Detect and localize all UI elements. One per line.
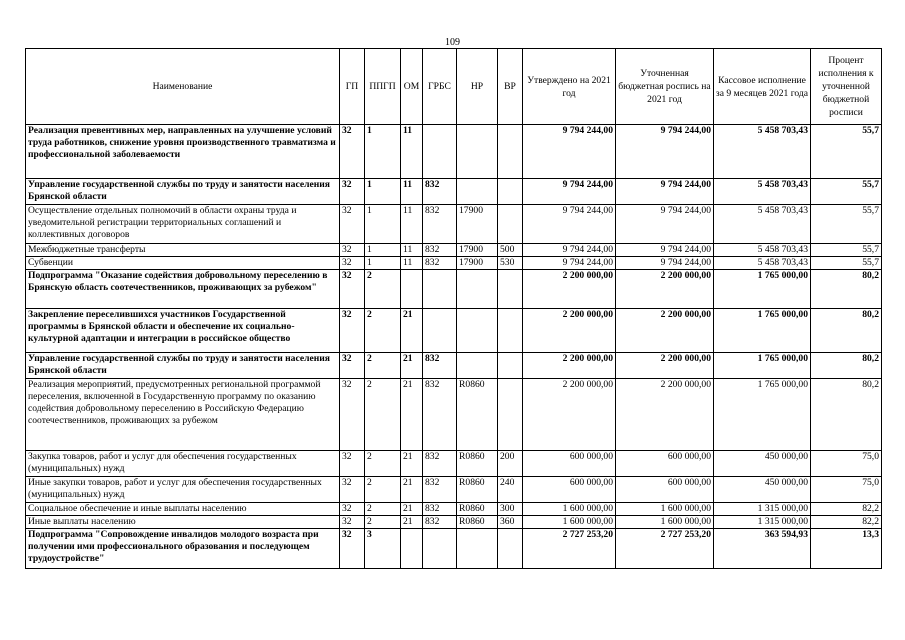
- cell-percent: 55,7: [811, 244, 882, 257]
- table-row: [26, 379, 882, 451]
- table-row: [26, 125, 882, 179]
- cell-percent: 55,7: [811, 179, 882, 205]
- cell-refined: 2 727 253,20: [616, 529, 714, 569]
- cell-refined: 2 200 000,00: [616, 309, 714, 353]
- budget-table: [25, 48, 882, 569]
- cell-cash: 1 765 000,00: [714, 309, 811, 353]
- cell-cash: 450 000,00: [714, 477, 811, 503]
- cell-vr: [498, 270, 523, 309]
- cell-name: Реализация мероприятий, предусмотренных региональной программой переселения, включенной в Государственную программу по оказанию содействия добровольному переселению в Российскую Федерацию соотечественников, проживающих за рубежом: [26, 379, 340, 451]
- cell-om: 11: [401, 244, 423, 257]
- cell-gp: 32: [340, 205, 365, 244]
- table-row: [26, 529, 882, 569]
- cell-percent: 55,7: [811, 205, 882, 244]
- cell-approved: 9 794 244,00: [523, 244, 616, 257]
- cell-om: 21: [401, 503, 423, 516]
- cell-gp: 32: [340, 179, 365, 205]
- cell-np: [457, 529, 498, 569]
- cell-np: [457, 125, 498, 179]
- header-gp: ГП: [340, 49, 365, 125]
- cell-refined: 1 600 000,00: [616, 503, 714, 516]
- cell-vr: 360: [498, 516, 523, 529]
- table-row: [26, 516, 882, 529]
- cell-grbs: [423, 529, 457, 569]
- header-cash: Кассовое исполнение за 9 месяцев 2021 года: [714, 49, 811, 125]
- table-row: [26, 503, 882, 516]
- header-ppgp: ППГП: [365, 49, 401, 125]
- cell-cash: 450 000,00: [714, 451, 811, 477]
- cell-gp: 32: [340, 125, 365, 179]
- cell-vr: 530: [498, 257, 523, 270]
- cell-grbs: 832: [423, 379, 457, 451]
- cell-approved: 9 794 244,00: [523, 125, 616, 179]
- table-row: [26, 257, 882, 270]
- cell-name: Иные выплаты населению: [26, 516, 340, 529]
- cell-grbs: 832: [423, 477, 457, 503]
- cell-cash: 5 458 703,43: [714, 125, 811, 179]
- cell-refined: 2 200 000,00: [616, 270, 714, 309]
- cell-gp: 32: [340, 516, 365, 529]
- cell-cash: 1 765 000,00: [714, 270, 811, 309]
- cell-gp: 32: [340, 379, 365, 451]
- table-row: [26, 179, 882, 205]
- table-header-row: [26, 49, 882, 125]
- page-number: 109: [445, 37, 460, 48]
- table-row: [26, 309, 882, 353]
- cell-percent: 80,2: [811, 379, 882, 451]
- table-row: [26, 270, 882, 309]
- cell-om: [401, 270, 423, 309]
- cell-name: Осуществление отдельных полномочий в области охраны труда и уведомительной регистрации территориальных соглашений и коллективных договоров: [26, 205, 340, 244]
- cell-np: [457, 179, 498, 205]
- cell-name: Закрепление переселившихся участников Государственной программы в Брянской области и обеспечение их социально-культурной адаптации и интеграции в российское общество: [26, 309, 340, 353]
- cell-np: R0860: [457, 516, 498, 529]
- cell-np: [457, 270, 498, 309]
- cell-cash: 1 765 000,00: [714, 353, 811, 379]
- cell-percent: 80,2: [811, 309, 882, 353]
- cell-gp: 32: [340, 477, 365, 503]
- cell-approved: 600 000,00: [523, 451, 616, 477]
- cell-gp: 32: [340, 270, 365, 309]
- header-name: Наименование: [26, 49, 340, 125]
- cell-vr: [498, 529, 523, 569]
- cell-grbs: 832: [423, 257, 457, 270]
- table-row: [26, 205, 882, 244]
- cell-ppgp: 1: [365, 257, 401, 270]
- cell-ppgp: 2: [365, 516, 401, 529]
- cell-cash: 1 765 000,00: [714, 379, 811, 451]
- cell-om: 11: [401, 125, 423, 179]
- cell-vr: [498, 205, 523, 244]
- cell-cash: 363 594,93: [714, 529, 811, 569]
- cell-grbs: 832: [423, 516, 457, 529]
- cell-cash: 5 458 703,43: [714, 205, 811, 244]
- cell-vr: 300: [498, 503, 523, 516]
- cell-cash: 1 315 000,00: [714, 503, 811, 516]
- cell-name: Подпрограмма "Сопровождение инвалидов молодого возраста при получении ими профессионального образования и последующем трудоустройстве": [26, 529, 340, 569]
- cell-vr: 200: [498, 451, 523, 477]
- table-row: [26, 244, 882, 257]
- cell-approved: 2 200 000,00: [523, 379, 616, 451]
- cell-gp: 32: [340, 244, 365, 257]
- cell-approved: 9 794 244,00: [523, 179, 616, 205]
- cell-grbs: [423, 125, 457, 179]
- cell-np: [457, 353, 498, 379]
- cell-percent: 82,2: [811, 516, 882, 529]
- cell-ppgp: 2: [365, 477, 401, 503]
- cell-percent: 80,2: [811, 353, 882, 379]
- cell-gp: 32: [340, 353, 365, 379]
- cell-ppgp: 2: [365, 353, 401, 379]
- cell-percent: 80,2: [811, 270, 882, 309]
- cell-approved: 2 200 000,00: [523, 270, 616, 309]
- cell-grbs: [423, 309, 457, 353]
- cell-om: 21: [401, 309, 423, 353]
- cell-vr: 500: [498, 244, 523, 257]
- table-row: [26, 451, 882, 477]
- cell-name: Управление государственной службы по труду и занятости населения Брянской области: [26, 353, 340, 379]
- cell-ppgp: 2: [365, 309, 401, 353]
- cell-gp: 32: [340, 257, 365, 270]
- header-approved: Утверждено на 2021 год: [523, 49, 616, 125]
- cell-name: Социальное обеспечение и иные выплаты населению: [26, 503, 340, 516]
- cell-cash: 1 315 000,00: [714, 516, 811, 529]
- table-row: [26, 477, 882, 503]
- cell-percent: 75,0: [811, 477, 882, 503]
- cell-ppgp: 3: [365, 529, 401, 569]
- cell-refined: 600 000,00: [616, 477, 714, 503]
- cell-gp: 32: [340, 309, 365, 353]
- cell-grbs: 832: [423, 205, 457, 244]
- cell-grbs: [423, 270, 457, 309]
- cell-ppgp: 2: [365, 503, 401, 516]
- cell-vr: [498, 379, 523, 451]
- cell-np: 17900: [457, 205, 498, 244]
- cell-om: 21: [401, 451, 423, 477]
- cell-om: 21: [401, 516, 423, 529]
- cell-vr: [498, 353, 523, 379]
- cell-refined: 2 200 000,00: [616, 353, 714, 379]
- cell-name: Субвенции: [26, 257, 340, 270]
- cell-vr: [498, 125, 523, 179]
- header-refined: Уточненная бюджетная роспись на 2021 год: [616, 49, 714, 125]
- cell-refined: 9 794 244,00: [616, 257, 714, 270]
- cell-np: [457, 309, 498, 353]
- cell-cash: 5 458 703,43: [714, 179, 811, 205]
- cell-refined: 9 794 244,00: [616, 125, 714, 179]
- header-np: НР: [457, 49, 498, 125]
- cell-approved: 9 794 244,00: [523, 257, 616, 270]
- cell-approved: 2 200 000,00: [523, 309, 616, 353]
- cell-vr: [498, 179, 523, 205]
- cell-gp: 32: [340, 529, 365, 569]
- cell-om: 11: [401, 205, 423, 244]
- cell-refined: 1 600 000,00: [616, 516, 714, 529]
- cell-refined: 9 794 244,00: [616, 179, 714, 205]
- cell-ppgp: 2: [365, 379, 401, 451]
- cell-ppgp: 1: [365, 205, 401, 244]
- cell-percent: 55,7: [811, 125, 882, 179]
- cell-name: Межбюджетные трансферты: [26, 244, 340, 257]
- cell-percent: 82,2: [811, 503, 882, 516]
- cell-approved: 2 200 000,00: [523, 353, 616, 379]
- cell-gp: 32: [340, 503, 365, 516]
- cell-approved: 1 600 000,00: [523, 516, 616, 529]
- cell-name: Иные закупки товаров, работ и услуг для обеспечения государственных (муниципальных) нужд: [26, 477, 340, 503]
- cell-ppgp: 2: [365, 270, 401, 309]
- cell-cash: 5 458 703,43: [714, 244, 811, 257]
- cell-refined: 9 794 244,00: [616, 244, 714, 257]
- cell-grbs: 832: [423, 503, 457, 516]
- cell-np: 17900: [457, 257, 498, 270]
- cell-om: 21: [401, 477, 423, 503]
- cell-refined: 2 200 000,00: [616, 379, 714, 451]
- cell-refined: 600 000,00: [616, 451, 714, 477]
- cell-ppgp: 2: [365, 451, 401, 477]
- cell-vr: 240: [498, 477, 523, 503]
- cell-ppgp: 1: [365, 244, 401, 257]
- table-row: [26, 353, 882, 379]
- cell-np: R0860: [457, 503, 498, 516]
- cell-grbs: 832: [423, 244, 457, 257]
- cell-np: R0860: [457, 477, 498, 503]
- cell-percent: 75,0: [811, 451, 882, 477]
- cell-approved: 9 794 244,00: [523, 205, 616, 244]
- cell-approved: 600 000,00: [523, 477, 616, 503]
- cell-om: 21: [401, 379, 423, 451]
- cell-om: 11: [401, 257, 423, 270]
- cell-name: Закупка товаров, работ и услуг для обеспечения государственных (муниципальных) нужд: [26, 451, 340, 477]
- cell-cash: 5 458 703,43: [714, 257, 811, 270]
- cell-ppgp: 1: [365, 125, 401, 179]
- cell-om: 11: [401, 179, 423, 205]
- cell-approved: 1 600 000,00: [523, 503, 616, 516]
- cell-om: [401, 529, 423, 569]
- cell-grbs: 832: [423, 179, 457, 205]
- cell-om: 21: [401, 353, 423, 379]
- header-vr: ВР: [498, 49, 523, 125]
- header-om: ОМ: [401, 49, 423, 125]
- cell-np: R0860: [457, 379, 498, 451]
- cell-name: Управление государственной службы по труду и занятости населения Брянской области: [26, 179, 340, 205]
- cell-vr: [498, 309, 523, 353]
- cell-percent: 55,7: [811, 257, 882, 270]
- cell-name: Реализация превентивных мер, направленных на улучшение условий труда работников, снижение уровня производственного травматизма и профессиональной заболеваемости: [26, 125, 340, 179]
- cell-grbs: 832: [423, 451, 457, 477]
- cell-gp: 32: [340, 451, 365, 477]
- cell-ppgp: 1: [365, 179, 401, 205]
- cell-np: 17900: [457, 244, 498, 257]
- cell-name: Подпрограмма "Оказание содействия добровольному переселению в Брянскую область соотечественников, проживающих за рубежом": [26, 270, 340, 309]
- header-grbs: ГРБС: [423, 49, 457, 125]
- cell-np: R0860: [457, 451, 498, 477]
- cell-refined: 9 794 244,00: [616, 205, 714, 244]
- cell-approved: 2 727 253,20: [523, 529, 616, 569]
- header-percent: Процент исполнения к уточненной бюджетной росписи: [811, 49, 882, 125]
- cell-grbs: 832: [423, 353, 457, 379]
- cell-percent: 13,3: [811, 529, 882, 569]
